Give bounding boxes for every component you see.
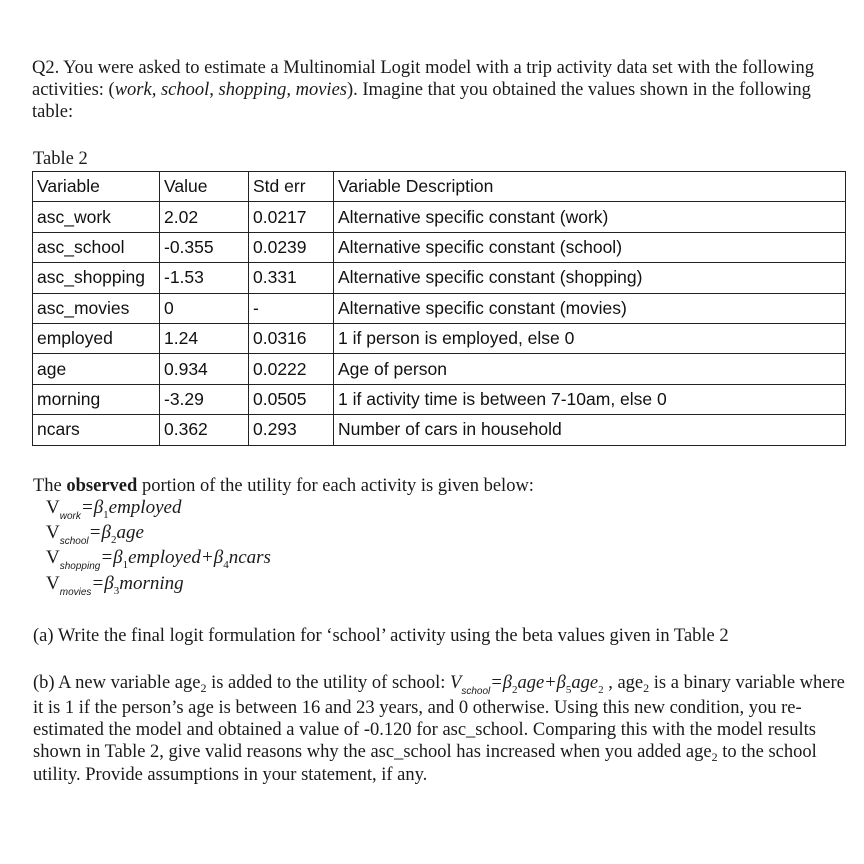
cell-description: Alternative specific constant (shopping) [334, 263, 846, 293]
cell-std-err: 0.0316 [249, 323, 334, 353]
equation-work [46, 497, 182, 522]
part-a-question: (a) Write the final logit formulation for ‘school’ activity using the beta values given in Table 2 [33, 626, 729, 646]
cell-std-err: - [249, 293, 334, 323]
header-variable: Variable [33, 172, 160, 202]
eq-term: age+ [517, 673, 557, 693]
equation-shopping [46, 547, 271, 572]
eq-beta: β [101, 522, 111, 543]
eq-beta-sub: 2 [110, 534, 117, 546]
eq-equals: = [88, 522, 102, 543]
cell-description: 1 if activity time is between 7-10am, else 0 [334, 384, 846, 414]
cell-variable: asc_work [33, 202, 160, 232]
observed-bold: observed [66, 476, 138, 496]
cell-value: 2.02 [160, 202, 249, 232]
eq-beta-sub: 5 [565, 684, 572, 696]
activities-list: work, school, shopping, movies [114, 80, 347, 100]
part-b-equation [450, 673, 604, 697]
eq-beta: β [104, 573, 114, 594]
question-tail: ). Imagine that you obtained the values shown in the following table: [32, 80, 811, 122]
header-std-err: Std err [249, 172, 334, 202]
eq-equals: = [490, 673, 503, 693]
cell-variable: asc_school [33, 232, 160, 262]
cell-variable: asc_movies [33, 293, 160, 323]
cell-std-err: 0.0239 [249, 232, 334, 262]
equation-movies [46, 573, 184, 598]
eq-beta: β [93, 497, 104, 518]
cell-description: Alternative specific constant (movies) [334, 293, 846, 323]
cell-std-err: 0.331 [249, 263, 334, 293]
part-b-comma: , age [603, 673, 644, 693]
question-text [32, 57, 852, 123]
equation-school [46, 522, 144, 547]
cell-std-err: 0.0217 [249, 202, 334, 232]
eq-term: age [116, 522, 144, 543]
cell-std-err: 0.0222 [249, 354, 334, 384]
cell-description: Age of person [334, 354, 846, 384]
age-sub: 2 [711, 750, 718, 764]
table-row [33, 323, 846, 353]
eq-sub: school [461, 686, 491, 697]
table-row [33, 354, 846, 384]
eq-term: age [571, 673, 599, 693]
cell-variable: ncars [33, 415, 160, 445]
cell-description: 1 if person is employed, else 0 [334, 323, 846, 353]
part-b-question [33, 672, 853, 786]
eq-sub: school [59, 536, 89, 547]
eq-beta: β [556, 673, 566, 693]
header-value: Value [160, 172, 249, 202]
eq-term: employed [108, 497, 182, 518]
table-row [33, 263, 846, 293]
observed-post: portion of the utility for each activity is given below: [137, 476, 534, 496]
cell-value: -0.355 [160, 232, 249, 262]
eq-v: V [46, 522, 60, 543]
table-row [33, 293, 846, 323]
cell-value: 1.24 [160, 323, 249, 353]
cell-variable: age [33, 354, 160, 384]
table-row [33, 384, 846, 414]
header-description: Variable Description [334, 172, 846, 202]
cell-description: Alternative specific constant (work) [334, 202, 846, 232]
eq-beta-sub: 3 [113, 585, 120, 597]
part-b-end: to the school utility. Provide assumptions in your statement, if any. [33, 742, 817, 785]
table-caption: Table 2 [33, 149, 88, 169]
table-row [33, 202, 846, 232]
observed-pre: The [33, 476, 67, 496]
eq-sub: work [59, 511, 81, 522]
eq-equals: = [80, 497, 94, 518]
eq-equals: = [100, 547, 114, 568]
eq-beta: β [113, 547, 123, 568]
cell-variable: employed [33, 323, 160, 353]
observed-intro [33, 476, 534, 497]
cell-value: 0.362 [160, 415, 249, 445]
cell-std-err: 0.0505 [249, 384, 334, 414]
eq-beta-sub: 2 [511, 684, 518, 696]
cell-value: -1.53 [160, 263, 249, 293]
cell-value: 0 [160, 293, 249, 323]
part-b-tail: is a binary variable where it is 1 if the person’s age is between 16 and 23 years, and 0 otherwise. Using this new condition, you re-estimated the model and obtained a value of -0.120 for asc_school. Comparing this with the model results shown in Table 2, give valid reasons why the asc_school has increased when you added age [33, 673, 845, 762]
eq-v: V [46, 547, 60, 568]
eq-sub: movies [59, 587, 92, 598]
cell-value: -3.29 [160, 384, 249, 414]
eq-v: V [46, 497, 60, 518]
cell-variable: asc_shopping [33, 263, 160, 293]
eq-beta-sub: 4 [223, 559, 229, 571]
results-table [32, 171, 846, 446]
cell-value: 0.934 [160, 354, 249, 384]
part-b-mid: is added to the utility of school: [206, 673, 451, 693]
eq-sub: shopping [59, 561, 101, 572]
eq-equals: = [91, 573, 105, 594]
age-sub: 2 [643, 681, 650, 695]
eq-term: employed+ [128, 547, 214, 568]
cell-description: Number of cars in household [334, 415, 846, 445]
table-row [33, 232, 846, 262]
eq-term: morning [119, 573, 184, 594]
table-row [33, 415, 846, 445]
question-lead: Q2. You were asked to estimate a Multinomial Logit model with a trip activity data set with the following activities: ( [32, 58, 815, 100]
eq-v: V [450, 673, 462, 693]
cell-description: Alternative specific constant (school) [334, 232, 846, 262]
eq-beta-sub: 1 [122, 559, 129, 571]
part-b-lead: (b) A new variable age [33, 673, 201, 693]
eq-beta: β [502, 673, 512, 693]
eq-beta-sub: 1 [103, 509, 109, 521]
eq-beta: β [213, 547, 224, 568]
cell-std-err: 0.293 [249, 415, 334, 445]
eq-v: V [46, 573, 60, 594]
age-sub: 2 [200, 681, 207, 695]
eq-term-sub: 2 [598, 684, 604, 696]
table-header-row [33, 172, 846, 202]
cell-variable: morning [33, 384, 160, 414]
eq-term: ncars [228, 547, 271, 568]
